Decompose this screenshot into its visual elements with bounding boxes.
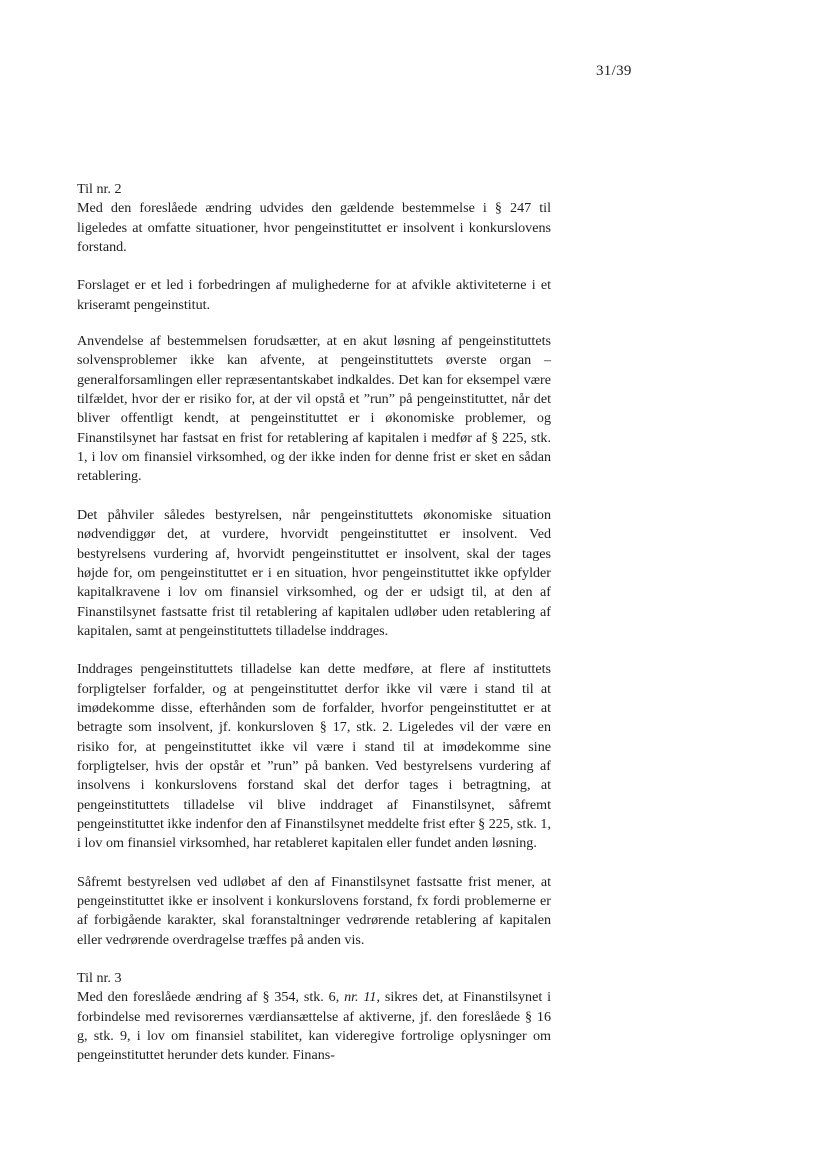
section-nr2-first-paragraph xyxy=(77,180,551,257)
paragraph: Såfremt bestyrelsen ved udløbet af den af Finanstilsynet fastsatte frist mener, at pengeinstituttet ikke er insolvent i konkurslovens forstand, fx fordi problemerne er af forbigående karakter, skal foranstaltninger vedrørende retablering af kapitalen eller vedrørende overdragelse træffes på anden vis. xyxy=(77,873,551,948)
paragraph-text: Med den foreslåede ændring af § 354, stk. 6, xyxy=(77,989,345,1006)
paragraph: Inddrages pengeinstituttets tilladelse kan dette medføre, at flere af instituttets forpligtelser forfalder, og at pengeinstituttet derfor ikke vil være i stand til at imødekomme disse, efterhånden som de forfalder, hvorfor pengeinstituttet er at betragte som insolvent, jf. konkursloven § 17, stk. 2. Ligeledes vil der være en risiko for, at pengeinstituttet ikke vil være i stand til at imødekomme sine forpligtelser, hvis der opstår et ”run” på banken. Ved bestyrelsens vurdering af insolvens i konkurslovens forstand skal det derfor tages i betragtning, at pengeinstituttets tilladelse vil blive inddraget af Finanstilsynet, såfremt pengeinstituttet ikke indenfor den af Finanstilsynet meddelte frist efter § 225, stk. 1, i lov om finansiel virksomhed, har retableret kapitalen eller fundet anden løsning. xyxy=(77,661,551,852)
paragraph-text: , sikres det, at Finanstilsynet i forbindelse med revisorernes værdiansættelse af aktiverne, jf. den foreslåede § 16 g, stk. 9, i lov om finansiel stabilitet, kan videregive fortrolige oplysninger om pengeinstituttet herunder dets kunder. Finans- xyxy=(77,989,551,1064)
paragraph: Forslaget er et led i forbedringen af mulighederne for at afvikle aktiviteterne i et kriseramt pengeinstitut. xyxy=(77,277,551,313)
section-nr3-first-paragraph xyxy=(77,969,551,1066)
document-body xyxy=(77,180,551,1085)
italic-reference: nr. 11 xyxy=(344,989,377,1006)
paragraph-text: Med den foreslåede ændring udvides den gældende bestemmelse i § 247 til ligeledes at omfatte situationer, hvor pengeinstituttet er insolvent i konkurslovens forstand. xyxy=(77,200,551,256)
section-heading-nr2: Til nr. 2 xyxy=(77,181,122,197)
section-heading-nr3: Til nr. 3 xyxy=(77,970,122,987)
paragraph: Det påhviler således bestyrelsen, når pengeinstituttets økonomiske situation nødvendiggør det, at vurdere, hvorvidt pengeinstituttet er insolvent. Ved bestyrelsens vurdering af, hvorvidt pengeinstituttet er insolvent, skal der tages højde for, om pengeinstituttet er i en situation, hvor pengeinstituttet ikke opfylder kapitalkravene i lov om finansiel virksomhed, og der er udsigt til, at den af Finanstilsynet fastsatte frist til retablering af kapitalen udløber uden retablering af kapitalen, samt at pengeinstituttets tilladelse inddrages. xyxy=(77,506,551,639)
paragraph: Anvendelse af bestemmelsen forudsætter, at en akut løsning af pengeinstituttets solvensproblemer ikke kan afvente, at pengeinstituttets øverste organ – generalforsamlingen eller repræsentantskabet indkaldes. Det kan for eksempel være tilfældet, hvor der er risiko for, at der vil opstå et ”run” på pengeinstituttet, når det bliver offentligt kendt, at pengeinstituttet er i økonomiske problemer, og Finanstilsynet har fastsat en frist for retablering af kapitalen i medfør af § 225, stk. 1, i lov om finansiel virksomhed, og der ikke inden for denne frist er sket en sådan retablering. xyxy=(77,333,551,485)
page-number: 31/39 xyxy=(596,63,632,79)
